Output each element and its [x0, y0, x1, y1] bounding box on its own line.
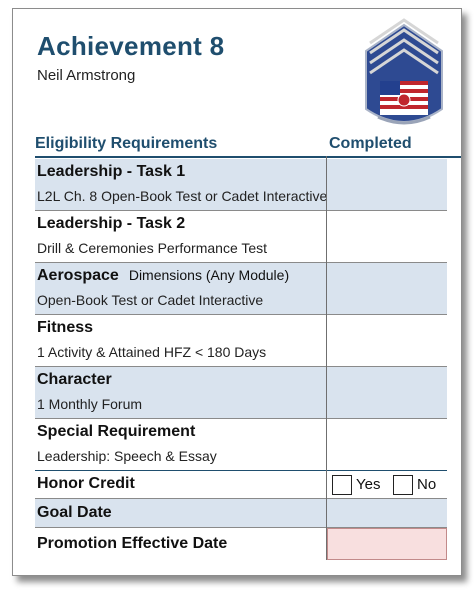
honor-credit-no-label: No [417, 476, 437, 493]
header-divider [35, 156, 461, 158]
row-title: Fitness [37, 319, 94, 336]
col-header-completed: Completed [329, 135, 412, 152]
promotion-date-field[interactable] [327, 528, 447, 560]
row-inline-detail: Dimensions (Any Module) [128, 267, 290, 283]
row-title: Character [37, 371, 112, 388]
row-goal-date [35, 499, 447, 527]
promotion-date-label: Promotion Effective Date [37, 535, 228, 552]
row-leadership-task-2 [35, 211, 447, 262]
honor-credit-label: Honor Credit [37, 475, 135, 492]
cadet-name: Neil Armstrong [37, 67, 136, 84]
row-title: Aerospace [37, 267, 119, 284]
goal-date-label: Goal Date [37, 504, 112, 521]
row-title: Leadership - Task 1 [37, 163, 186, 180]
row-title: Special Requirement [37, 423, 196, 440]
col-header-requirements: Eligibility Requirements [35, 135, 218, 152]
honor-credit-yes-checkbox[interactable] [332, 475, 352, 495]
row-fitness [35, 315, 447, 366]
row-detail: L2L Ch. 8 Open-Book Test or Cadet Interactive [37, 188, 328, 204]
row-leadership-task-1 [35, 159, 447, 210]
row-title: Leadership - Task 2 [37, 215, 186, 232]
row-character [35, 367, 447, 418]
row-detail: Open-Book Test or Cadet Interactive [37, 292, 264, 308]
row-aerospace [35, 263, 447, 314]
honor-credit-yes-label: Yes [356, 476, 381, 493]
completed-column-divider [326, 156, 327, 560]
row-special-requirement [35, 419, 447, 470]
row-detail: Drill & Ceremonies Performance Test [37, 240, 268, 256]
page-title: Achievement 8 [37, 31, 225, 61]
honor-credit-no-checkbox[interactable] [393, 475, 413, 495]
row-detail: 1 Monthly Forum [37, 396, 143, 412]
rank-insignia-icon [358, 13, 450, 133]
row-honor-credit [35, 471, 447, 498]
row-detail: Leadership: Speech & Essay [37, 448, 217, 464]
achievement-card [12, 8, 462, 576]
row-detail: 1 Activity & Attained HFZ < 180 Days [37, 344, 267, 360]
